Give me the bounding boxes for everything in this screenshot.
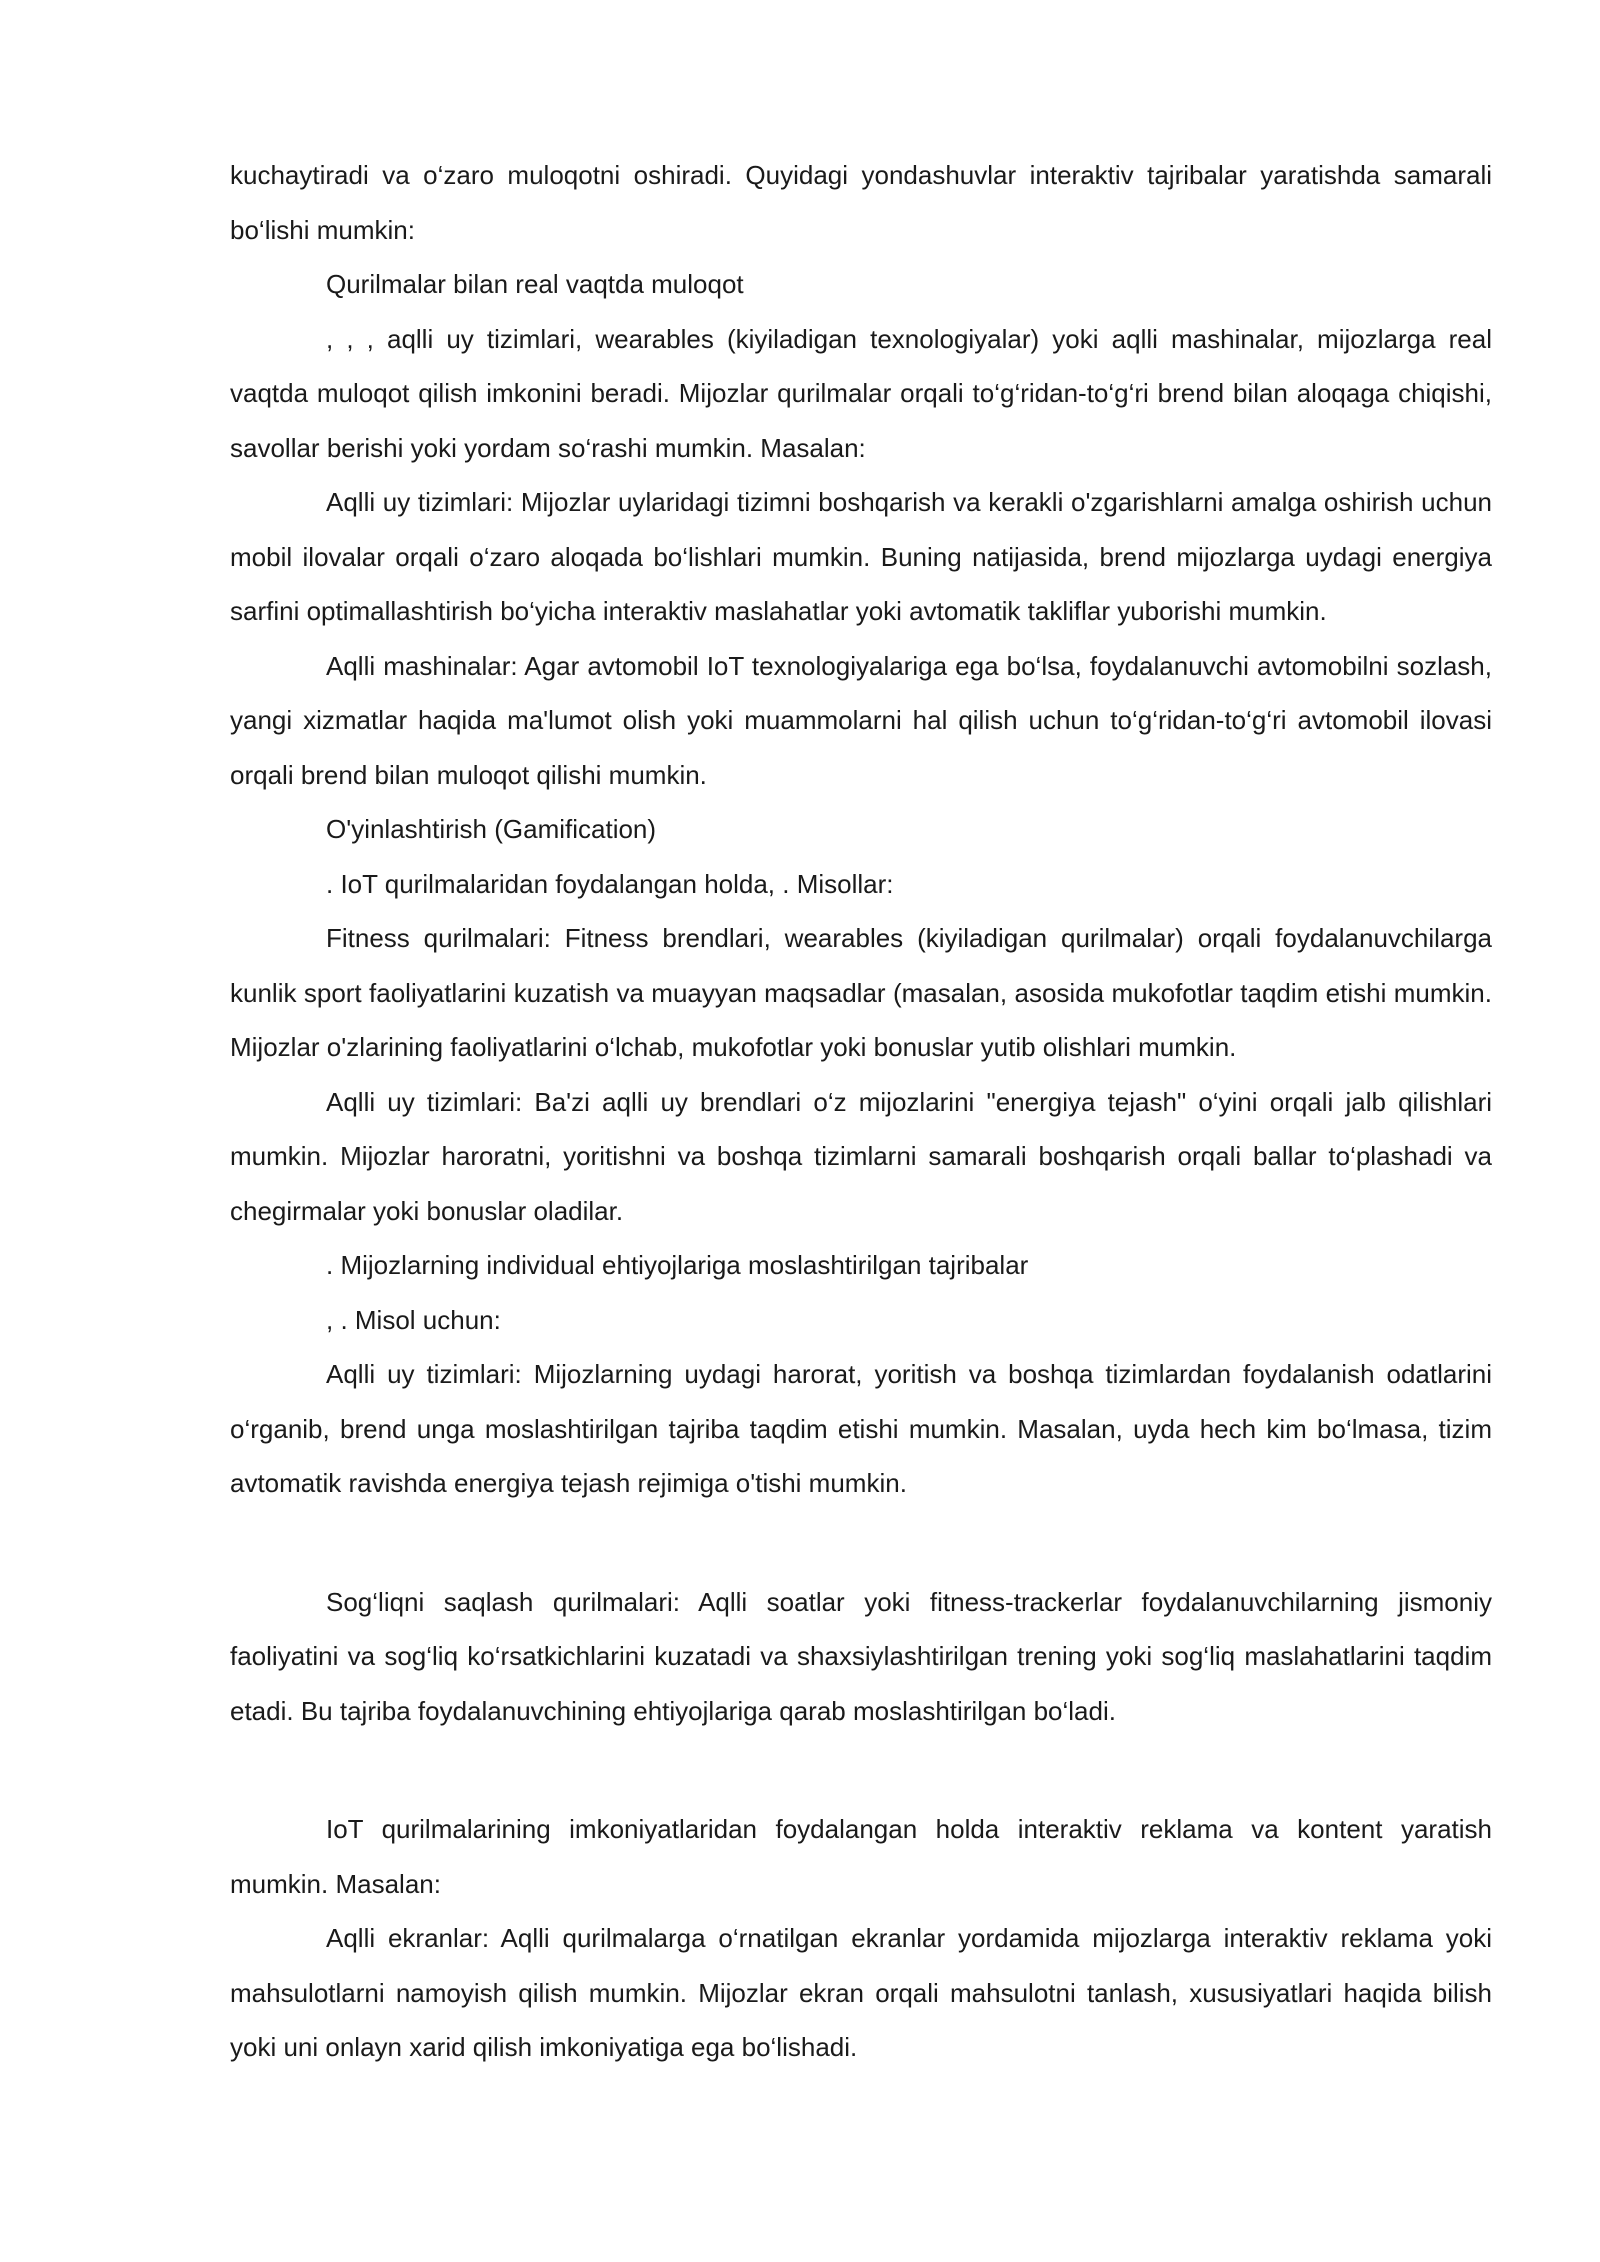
paragraph-smart-cars: Aqlli mashinalar: Agar avtomobil IoT texnologiyalariga ega bo‘lsa, foydalanuvchi avtomobilni sozlash, yangi xizmatlar haqida ma'lumot olish yoki muammolarni hal qilish uchun to‘g‘ridan-to‘g‘ri avtomobil ilovasi orqali brend bilan muloqot qilishi mumkin. <box>230 650 1492 790</box>
paragraph-continuation: kuchaytiradi va o‘zaro muloqotni oshiradi. Quyidagi yondashuvlar interaktiv tajribalar yaratishda samarali bo‘lishi mumkin: <box>230 160 1492 245</box>
paragraph-example-intro: , . Misol uchun: <box>326 1304 501 1335</box>
heading-real-time-communication: Qurilmalar bilan real vaqtda muloqot <box>326 269 744 299</box>
paragraph-health-devices: Sog‘liqni saqlash qurilmalari: Aqlli soatlar yoki fitness-trackerlar foydalanuvchilarning jismoniy faoliyatini va sog‘liq ko‘rsatkichlarini kuzatadi va shaxsiylashtirilgan trening yoki sog‘liq maslahatlarini taqdim etadi. Bu tajriba foydalanuvchining ehtiyojlariga qarab moslashtirilgan bo‘ladi. <box>230 1586 1492 1726</box>
paragraph-smart-screens: Aqlli ekranlar: Aqlli qurilmalarga o‘rnatilgan ekranlar yordamida mijozlarga interaktiv reklama yoki mahsulotlarni namoyish qilish mumkin. Mijozlar ekran orqali mahsulotni tanlash, xususiyatlari haqida bilish yoki uni onlayn xarid qilish imkoniyatiga ega bo‘lishadi. <box>230 1923 1492 2062</box>
document-body <box>230 148 1492 2075</box>
paragraph-fitness-devices: Fitness qurilmalari: Fitness brendlari, wearables (kiyiladigan qurilmalar) orqali foydalanuvchilarga kunlik sport faoliyatlarini kuzatish va muayyan maqsadlar (masalan, asosida mukofotlar taqdim etishi mumkin. Mijozlar o'zlarining faoliyatlarini o‘lchab, mukofotlar yoki bonuslar yutib olishlari mumkin. <box>230 923 1492 1062</box>
paragraph-smart-home-personalized: Aqlli uy tizimlari: Mijozlarning uydagi harorat, yoritish va boshqa tizimlardan foydalanish odatlarini o‘rganib, brend unga moslashtirilgan tajriba taqdim etishi mumkin. Masalan, uyda hech kim bo‘lmasa, tizim avtomatik ravishda energiya tejash rejimiga o'tishi mumkin. <box>230 1359 1492 1498</box>
heading-gamification: O'yinlashtirish (Gamification) <box>326 814 657 844</box>
paragraph-gamification-intro: . IoT qurilmalaridan foydalangan holda, . Misollar: <box>326 868 894 899</box>
paragraph-interactive-ads: IoT qurilmalarining imkoniyatlaridan foydalangan holda interaktiv reklama va kontent yaratish mumkin. Masalan: <box>230 1814 1492 1899</box>
paragraph-smart-home-energy-game: Aqlli uy tizimlari: Ba'zi aqlli uy brendlari o‘z mijozlarini "energiya tejash" o‘yini orqali jalb qilishlari mumkin. Mijozlar haroratni, yoritishni va boshqa tizimlarni samarali boshqarish orqali ballar to‘plashadi va chegirmalar yoki bonuslar oladilar. <box>230 1086 1492 1226</box>
paragraph-real-time-intro: , , , aqlli uy tizimlari, wearables (kiyiladigan texnologiyalar) yoki aqlli mashinalar, mijozlarga real vaqtda muloqot qilish imkonini beradi. Mijozlar qurilmalar orqali to‘g‘ridan-to‘g‘ri brend bilan aloqaga chiqishi, savollar berishi yoki yordam so‘rashi mumkin. Masalan: <box>230 323 1492 463</box>
heading-personalized-experiences: . Mijozlarning individual ehtiyojlariga moslashtirilgan tajribalar <box>326 1250 1029 1280</box>
paragraph-smart-home: Aqlli uy tizimlari: Mijozlar uylaridagi tizimni boshqarish va kerakli o'zgarishlarni amalga oshirish uchun mobil ilovalar orqali o‘zaro aloqada bo‘lishlari mumkin. Buning natijasida, brend mijozlarga uydagi energiya sarfini optimallashtirish bo‘yicha interaktiv maslahatlar yoki avtomatik takliflar yuborishi mumkin. <box>230 487 1492 626</box>
